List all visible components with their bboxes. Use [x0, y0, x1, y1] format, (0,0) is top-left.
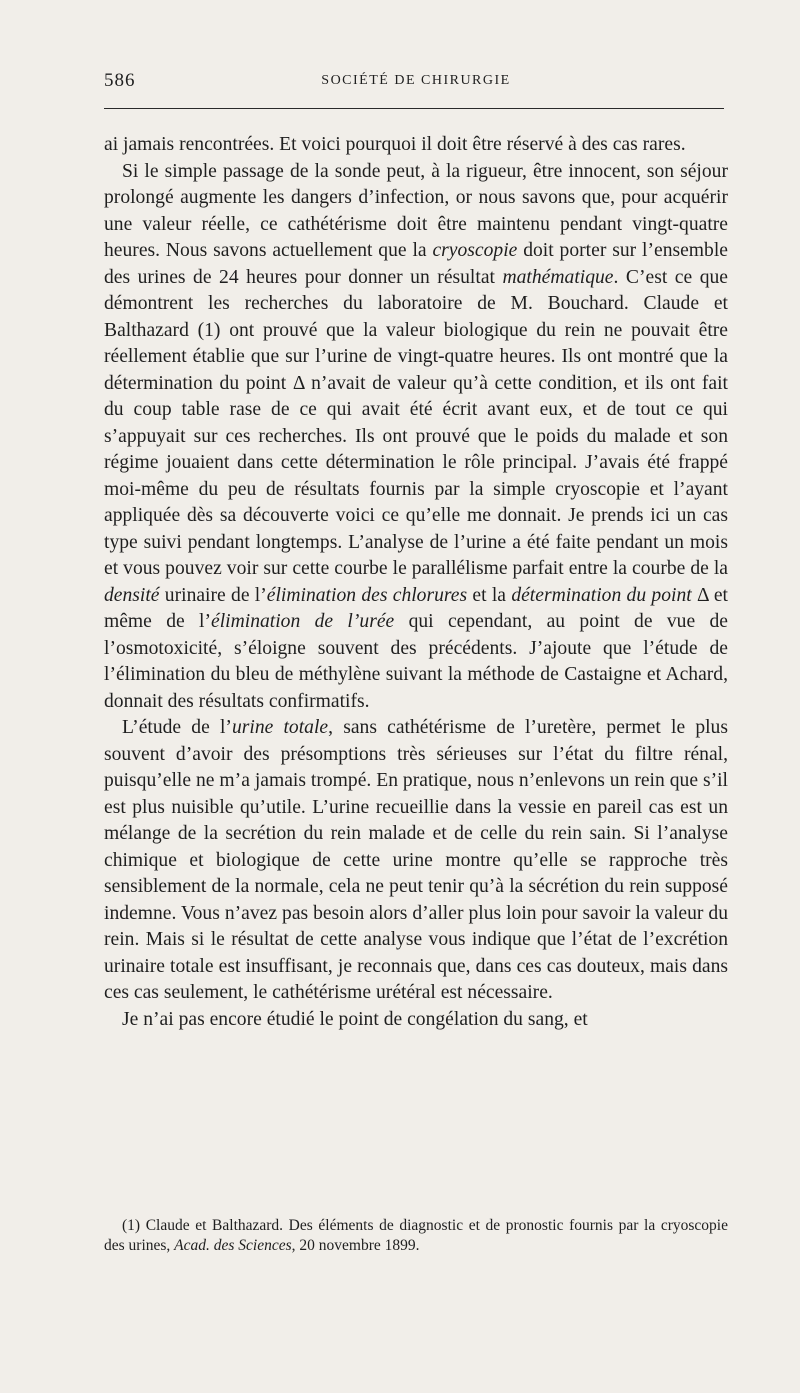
italic-term: élimination des chlorures	[266, 584, 468, 606]
italic-term: urine totale	[231, 717, 329, 738]
text-run: Δ et même de l’	[104, 584, 728, 632]
text-run: Si le simple passage de la sonde peut, à la rigueur, être innocent, son séjour prolongé augmente les dangers d’infection, or nous savons que, pour acquérir une valeur réelle, ce cathétérisme doit être maintenu pendant vingt-quatre heures. Nous savons actuellement que la	[104, 160, 728, 261]
text-run: L’étude de l’	[122, 717, 232, 738]
body-text	[104, 132, 728, 1033]
italic-term: élimination de l’urée	[211, 611, 395, 632]
text-run: qui cependant, au point de vue de l’osmotoxicité, s’éloigne souvent des précédents. J’ajoute que l’étude de l’élimination du bleu de méthylène suivant la méthode de Castaigne et Achard, donnait des résultats confirmatifs.	[104, 611, 728, 712]
italic-term: densité	[104, 584, 160, 606]
paragraph-4: Je n’ai pas encore étudié le point de congélation du sang, et	[122, 1008, 588, 1030]
text-run: . C’est ce que démontrent les recherches du laboratoire de M. Bouchard. Claude et Balthazard (1) ont prouvé que la valeur biologique du rein ne pouvait être réellement établie que sur l’urine de vingt-quatre heures. Ils ont montré que la détermination du point Δ n’avait de valeur qu’à cette condition, et ils ont fait du coup table rase de ce qui avait été écrit avant eux, et de tout ce qui s’appuyait sur ces recherches. Ils ont prouvé que le poids du malade et son régime jouaient dans cette détermination le rôle principal. J’avais été frappé moi-même du peu de résultats fournis par la simple cryoscopie et l’ayant appliquée dès sa découverte voici ce qu’elle me donnait. Je prends ici un cas type suivi pendant longtemps. L’analyse de l’urine a été faite pendant un mois et vous pouvez voir sur cette courbe le parallélisme parfait entre la courbe de la	[104, 266, 728, 579]
footnote-1	[104, 1216, 728, 1256]
running-title: SOCIÉTÉ DE CHIRURGIE	[321, 73, 511, 88]
text-run: et la	[467, 584, 512, 606]
italic-term: mathématique	[502, 266, 614, 288]
text-run: , 20 novembre 1899.	[291, 1237, 420, 1254]
paragraph-2	[104, 159, 728, 716]
paragraph-1: ai jamais rencontrées. Et voici pourquoi il doit être réservé à des cas rares.	[104, 134, 686, 155]
page-number: 586	[104, 70, 136, 91]
italic-term: Acad. des Sciences	[174, 1237, 292, 1254]
text-run: , sans cathétérisme de l’uretère, permet le plus souvent d’avoir des présomptions très sérieuses sur l’état du filtre rénal, puisqu’elle ne m’a jamais trompé. En pratique, nous n’enlevons un rein que s’il est plus nuisible qu’utile. L’urine recueillie dans la vessie en pareil cas est un mélange de la secrétion du rein malade et de celle du rein sain. Si l’analyse chimique et biologique de cette urine montre qu’elle se rapproche très sensiblement de la normale, cela ne peut tenir qu’à la sécrétion du rein supposé indemne. Vous n’avez pas besoin alors d’aller plus loin pour savoir la valeur du rein. Mais si le résultat de cette analyse vous indique que l’état de l’excrétion urinaire totale est insuffisant, je reconnais que, dans ces cas douteux, mais dans ces cas seulement, le cathétérisme urétéral est nécessaire.	[104, 717, 728, 1003]
text-run: doit porter sur l’ensemble des urines de 24 heures pour donner un résultat	[104, 240, 728, 288]
paragraph-3	[104, 715, 728, 1007]
page-header	[104, 70, 728, 98]
text-run: (1) Claude et Balthazard. Des éléments de diagnostic et de pronostic fournis par la cryoscopie des urines,	[104, 1217, 728, 1254]
header-rule	[104, 108, 724, 109]
italic-term: détermination du point	[511, 584, 692, 606]
italic-term: cryoscopie	[432, 240, 518, 261]
text-run: urinaire de l’	[159, 584, 267, 606]
footnotes	[104, 1216, 728, 1256]
